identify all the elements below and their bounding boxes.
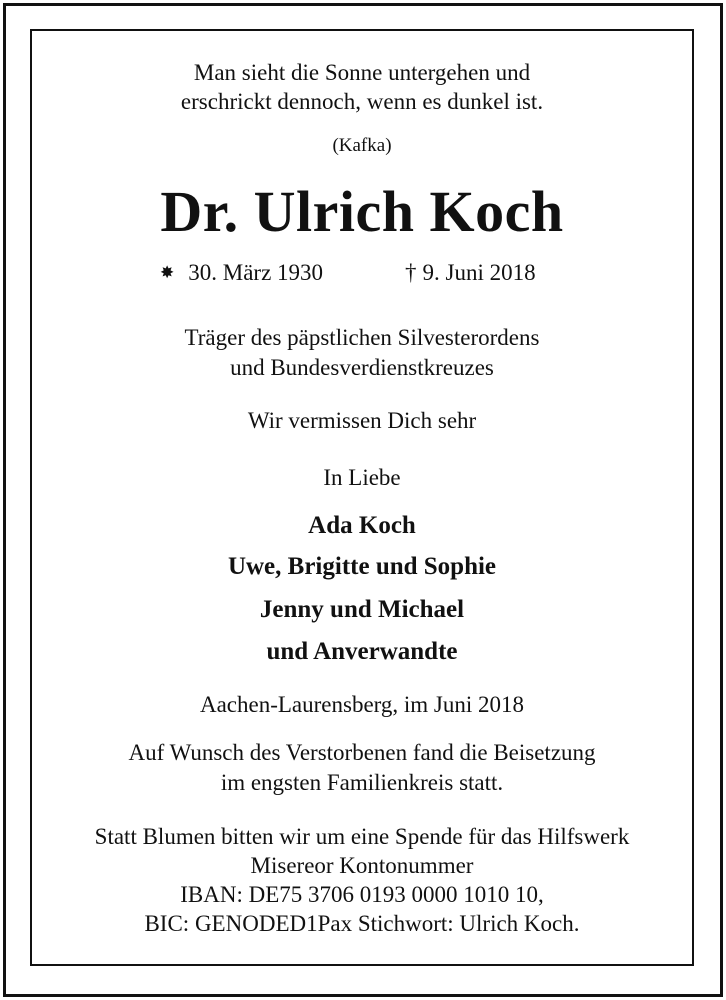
burial-note-line-1: Auf Wunsch des Verstorbenen fand die Beisetzung xyxy=(128,740,596,765)
birth-date-group xyxy=(160,261,323,284)
birth-star-icon: ✸ xyxy=(160,263,175,282)
death-date: 9. Juni 2018 xyxy=(422,260,536,285)
donation-bic: BIC: GENODED1Pax Stichwort: Ulrich Koch. xyxy=(144,911,580,936)
mourner-name: Uwe, Brigitte und Sophie xyxy=(227,553,497,580)
quote-author: (Kafka) xyxy=(332,135,392,156)
donation-line-2: Misereor Kontonummer xyxy=(250,853,474,878)
honors-line-2: und Bundesverdienstkreuzes xyxy=(230,355,494,380)
death-date-group xyxy=(405,261,536,284)
place-date: Aachen-Laurensberg, im Juni 2018 xyxy=(199,692,525,717)
birth-date: 30. März 1930 xyxy=(188,260,324,285)
deceased-name: Dr. Ulrich Koch xyxy=(160,179,564,244)
in-love: In Liebe xyxy=(323,465,401,490)
honors-line-1: Träger des päpstlichen Silvesterordens xyxy=(184,325,540,350)
death-cross-icon: † xyxy=(405,260,417,285)
mourner-name: Jenny und Michael xyxy=(259,596,465,623)
sentiment: Wir vermissen Dich sehr xyxy=(247,408,477,433)
burial-note-line-2: im engsten Familienkreis statt. xyxy=(220,770,504,795)
quote-line-2: erschrickt dennoch, wenn es dunkel ist. xyxy=(180,89,544,114)
quote-line-1: Man sieht die Sonne untergehen und xyxy=(193,60,531,85)
donation-line-1: Statt Blumen bitten wir um eine Spende für das Hilfswerk xyxy=(94,824,630,849)
mourner-name: und Anverwandte xyxy=(266,638,458,665)
donation-iban: IBAN: DE75 3706 0193 0000 1010 10, xyxy=(180,882,544,907)
mourner-name: Ada Koch xyxy=(308,512,416,539)
obituary-notice xyxy=(32,31,692,964)
